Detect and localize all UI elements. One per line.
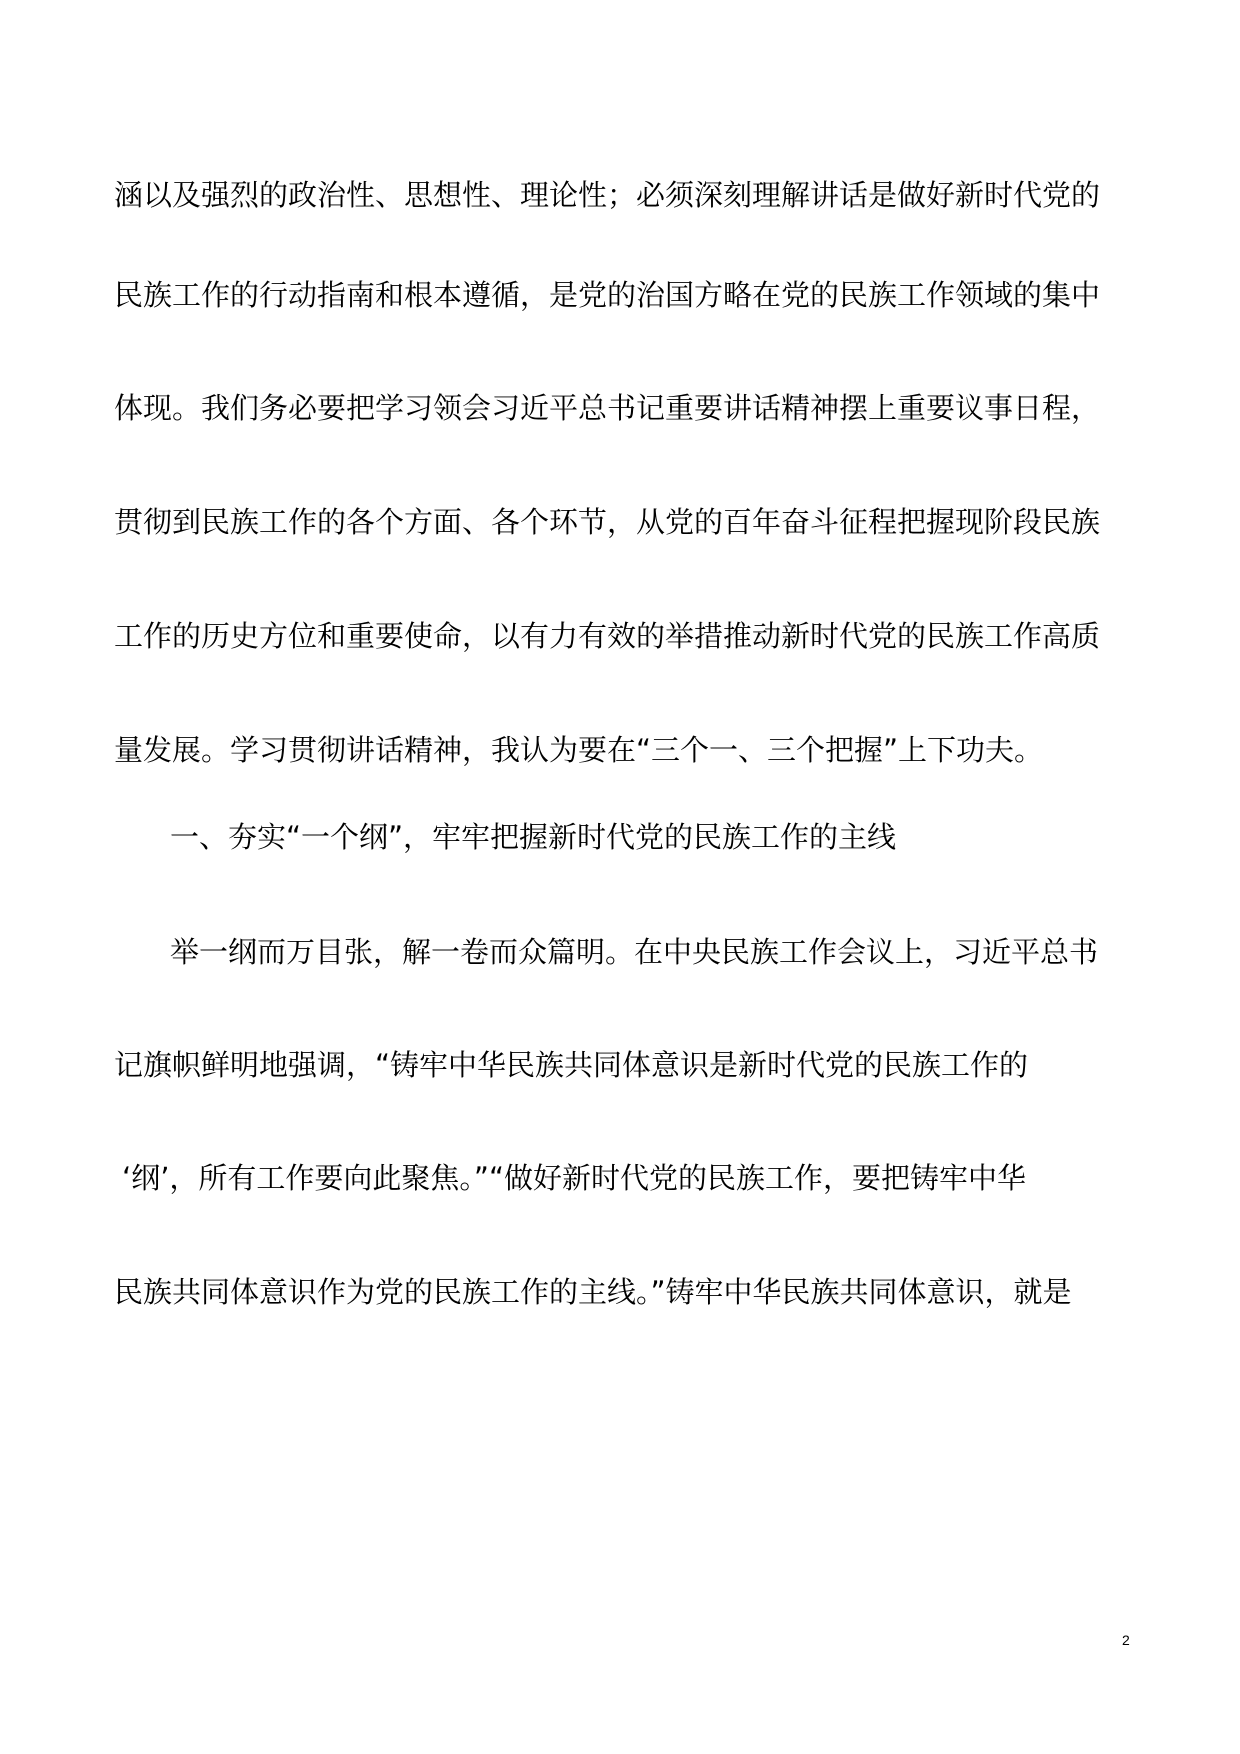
body-text-line: 举一纲而万目张，解一卷而众篇明。在中央民族工作会议上，习近平总书 [170,935,1099,969]
page-number: 2 [1122,1632,1130,1648]
body-text-line: 体现。我们务必要把学习领会习近平总书记重要讲话精神摆上重要议事日程， [114,391,1101,425]
body-text-line: 贯彻到民族工作的各个方面、各个环节，从党的百年奋斗征程把握现阶段民族 [114,505,1101,539]
section-heading: 一、夯实“一个纲”，牢牢把握新时代党的民族工作的主线 [170,820,897,854]
body-text-line: 民族工作的行动指南和根本遵循，是党的治国方略在党的民族工作领域的集中 [114,278,1101,312]
body-text-line: 记旗帜鲜明地强调，“铸牢中华民族共同体意识是新时代党的民族工作的 [114,1048,1029,1082]
body-text-line: 民族共同体意识作为党的民族工作的主线。”铸牢中华民族共同体意识，就是 [114,1275,1072,1309]
body-text-line: ‘纲’，所有工作要向此聚焦。”“做好新时代党的民族工作，要把铸牢中华 [122,1161,1026,1195]
body-text-line: 量发展。学习贯彻讲话精神，我认为要在“三个一、三个把握”上下功夫。 [114,733,1044,767]
body-text-line: 工作的历史方位和重要使命，以有力有效的举措推动新时代党的民族工作高质 [114,619,1101,653]
body-text-line: 涵以及强烈的政治性、思想性、理论性；必须深刻理解讲话是做好新时代党的 [114,178,1101,212]
